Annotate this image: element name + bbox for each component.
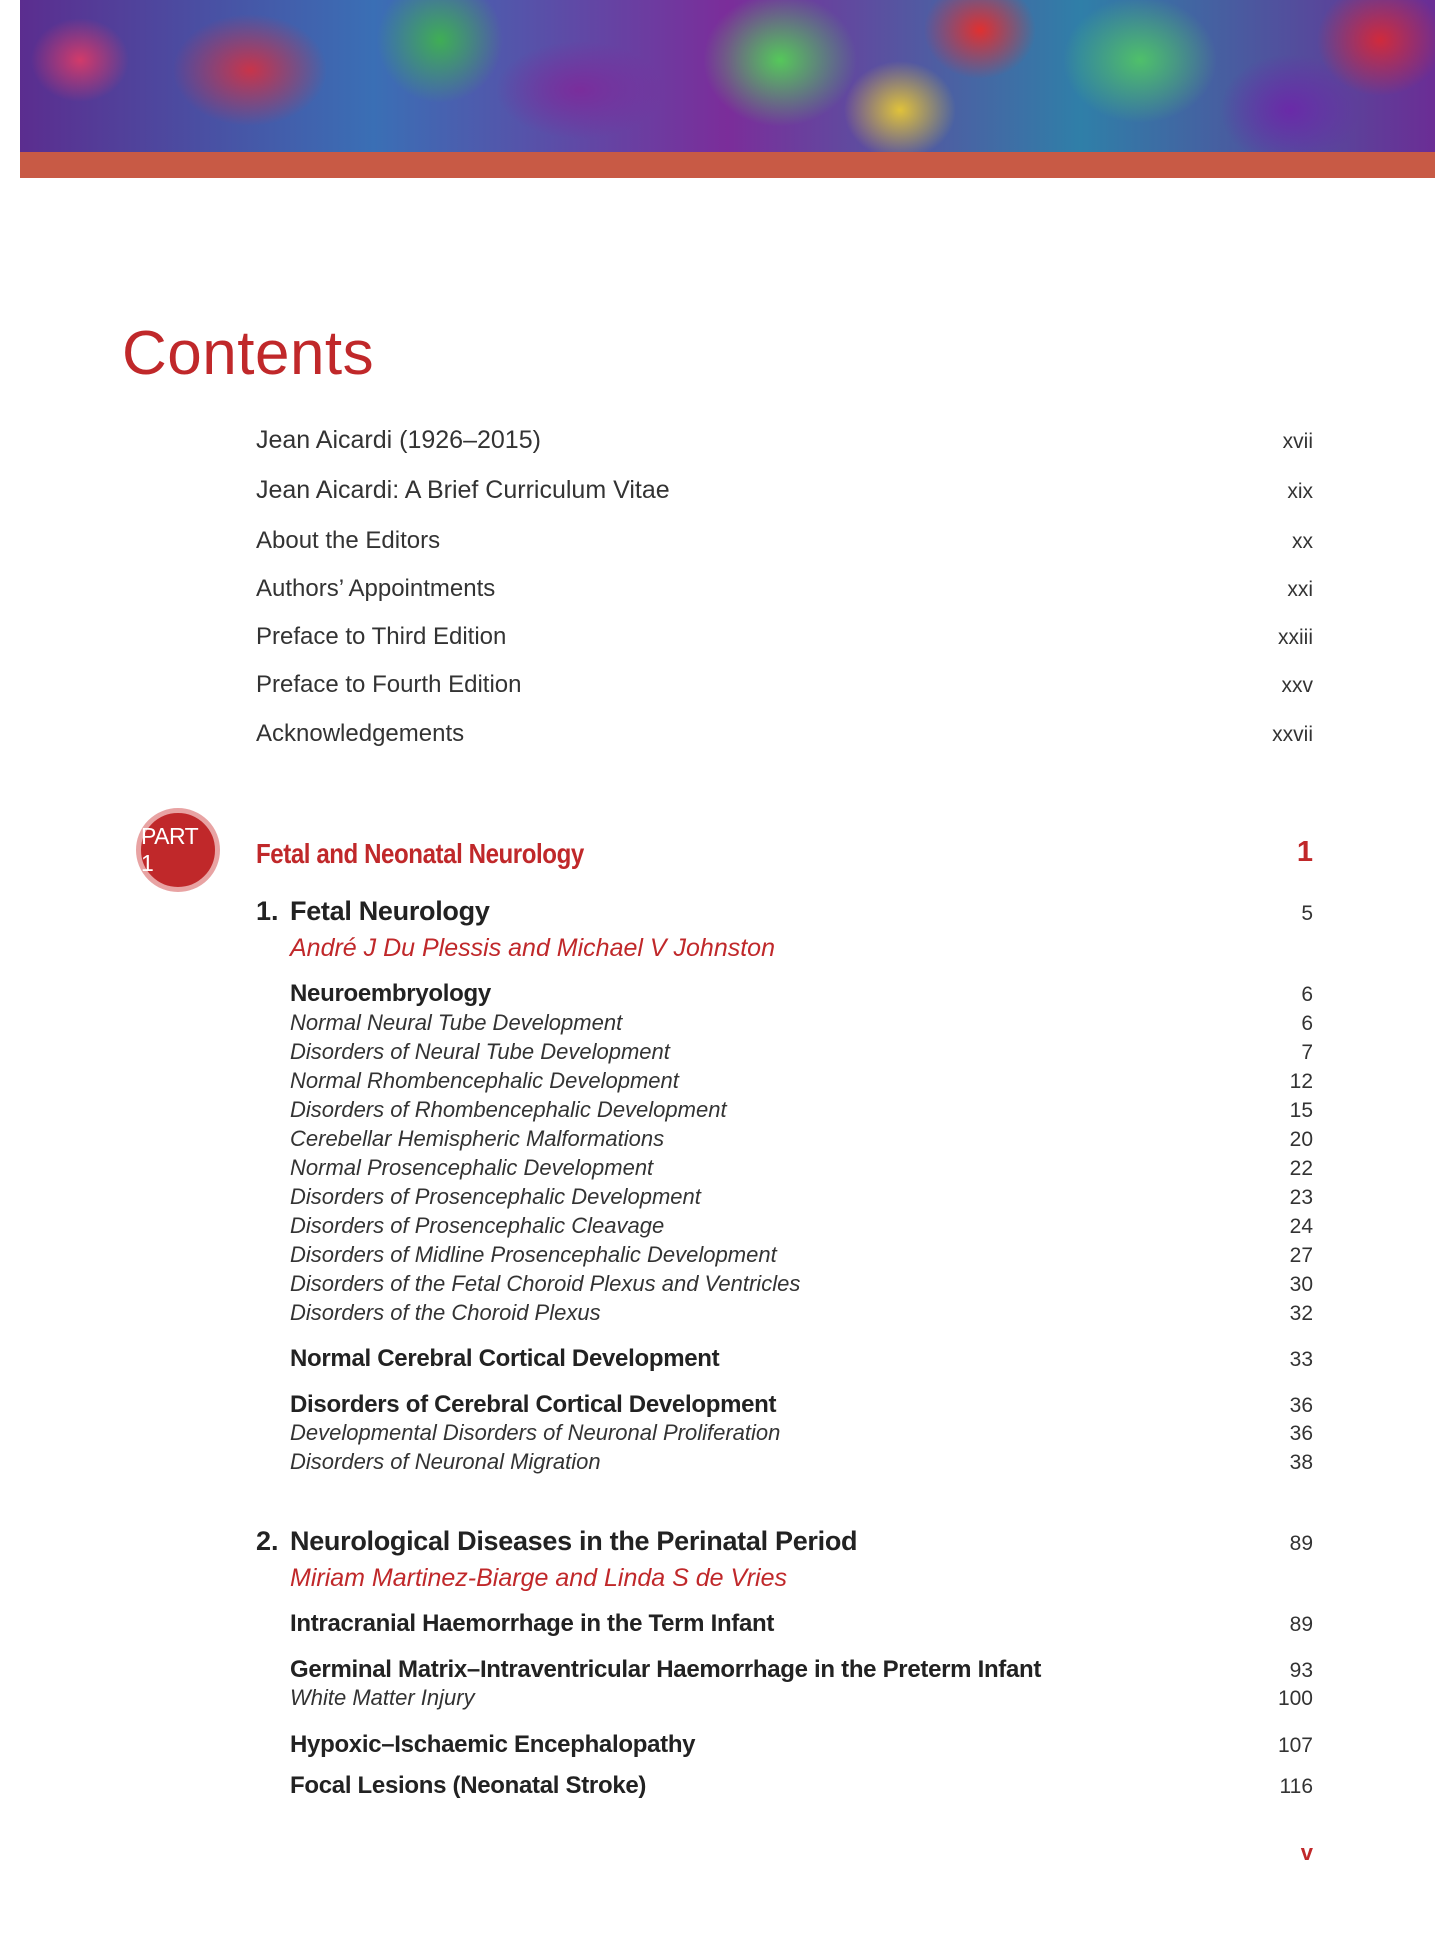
front-matter-item[interactable] [256,476,1313,506]
toc-subsection-title: Disorders of Neuronal Migration [290,1449,601,1474]
toc-page: 89 [1289,1613,1313,1636]
toc-page: 36 [1289,1394,1313,1417]
toc-subsection-title: Normal Rhombencephalic Development [290,1068,679,1093]
toc-section[interactable] [290,1772,1313,1800]
front-matter-page: xxvii [1272,723,1313,746]
toc-section[interactable] [290,980,1313,1008]
toc-subsection-title: Developmental Disorders of Neuronal Proliferation [290,1420,781,1445]
toc-section[interactable] [290,1656,1313,1684]
chapter-title[interactable]: Fetal Neurology [290,896,490,926]
toc-page: 15 [1289,1099,1313,1122]
toc-section[interactable] [290,1731,1313,1759]
front-matter-item[interactable] [256,527,1313,557]
toc-section[interactable] [290,1610,1313,1638]
toc-subsection[interactable] [290,1300,1313,1326]
chapter-number: 2. [256,1526,279,1556]
toc-subsection-title: Disorders of Rhombencephalic Development [290,1097,727,1122]
toc-page: 93 [1289,1659,1313,1682]
chapter-number: 1. [256,896,279,926]
toc-subsection[interactable] [290,1685,1313,1711]
header-banner-image [20,0,1435,152]
toc-section[interactable] [290,1345,1313,1373]
front-matter-page: xx [1292,530,1313,553]
part-badge [136,808,220,892]
toc-subsection[interactable] [290,1184,1313,1210]
toc-section-title: Normal Cerebral Cortical Development [290,1345,720,1372]
toc-subsection-title: White Matter Injury [290,1685,475,1710]
front-matter-item[interactable] [256,623,1313,653]
part-page: 1 [1296,836,1313,868]
toc-section-title: Focal Lesions (Neonatal Stroke) [290,1772,647,1799]
chapter-page: 89 [1289,1532,1313,1555]
toc-section-title: Hypoxic–Ischaemic Encephalopathy [290,1731,696,1758]
toc-section-title: Intracranial Haemorrhage in the Term Infant [290,1610,775,1637]
toc-subsection[interactable] [290,1271,1313,1297]
chapter-authors: André J Du Plessis and Michael V Johnston [290,934,775,962]
front-matter-title: Acknowledgements [256,720,465,747]
page-title: Contents [122,319,375,388]
toc-subsection-title: Disorders of Neural Tube Development [290,1039,670,1064]
toc-subsection-title: Disorders of Prosencephalic Cleavage [290,1213,665,1238]
front-matter-item[interactable] [256,575,1313,605]
front-matter-item[interactable] [256,426,1313,456]
front-matter-page: xvii [1282,430,1313,453]
toc-subsection[interactable] [290,1097,1313,1123]
toc-subsection-title: Disorders of Midline Prosencephalic Development [290,1242,777,1267]
toc-subsection[interactable] [290,1213,1313,1239]
part-label: PART 1 [141,823,198,876]
toc-page: 12 [1289,1070,1313,1093]
front-matter-title: About the Editors [256,527,441,554]
header-accent-bar [20,152,1435,178]
toc-subsection-title: Disorders of the Choroid Plexus [290,1300,601,1325]
front-matter-title: Preface to Third Edition [256,623,507,650]
toc-subsection[interactable] [290,1449,1313,1475]
toc-page: 24 [1289,1215,1313,1238]
chapter-title[interactable]: Neurological Diseases in the Perinatal Period [290,1526,858,1556]
toc-subsection[interactable] [290,1155,1313,1181]
toc-subsection[interactable] [290,1010,1313,1036]
toc-page: 6 [1301,983,1313,1006]
toc-subsection-title: Cerebellar Hemispheric Malformations [290,1126,665,1151]
toc-page: 107 [1277,1734,1313,1757]
toc-subsection[interactable] [290,1420,1313,1446]
front-matter-title: Authors’ Appointments [256,575,496,602]
toc-subsection-title: Normal Prosencephalic Development [290,1155,654,1180]
toc-page: 38 [1289,1451,1313,1474]
front-matter-page: xxi [1287,578,1313,601]
toc-subsection-title: Normal Neural Tube Development [290,1010,623,1035]
front-matter-item[interactable] [256,720,1313,750]
front-matter-item[interactable] [256,671,1313,701]
toc-subsection[interactable] [290,1242,1313,1268]
chapter-authors: Miriam Martinez-Biarge and Linda S de Vries [290,1564,787,1592]
toc-page: 6 [1301,1012,1313,1035]
toc-section-title: Neuroembryology [290,980,491,1007]
toc-subsection-title: Disorders of Prosencephalic Development [290,1184,701,1209]
toc-page: 100 [1277,1687,1313,1710]
toc-page: 30 [1289,1273,1313,1296]
toc-subsection-title: Disorders of the Fetal Choroid Plexus and Ventricles [290,1271,801,1296]
toc-page: 22 [1289,1157,1313,1180]
front-matter-title: Preface to Fourth Edition [256,671,522,698]
toc-page: 20 [1289,1128,1313,1151]
toc-page: 32 [1289,1302,1313,1325]
toc-page: 36 [1289,1422,1313,1445]
front-matter-page: xxv [1281,674,1313,697]
toc-subsection[interactable] [290,1039,1313,1065]
toc-page: 33 [1289,1348,1313,1371]
part-title[interactable]: Fetal and Neonatal Neurology [256,838,584,869]
front-matter-title: Jean Aicardi (1926–2015) [256,426,541,454]
toc-section[interactable] [290,1391,1313,1419]
toc-page: 27 [1289,1244,1313,1267]
front-matter-title: Jean Aicardi: A Brief Curriculum Vitae [256,476,670,504]
toc-subsection[interactable] [290,1068,1313,1094]
front-matter-page: xxiii [1278,626,1313,649]
toc-page: 7 [1301,1041,1313,1064]
toc-page: 23 [1289,1186,1313,1209]
toc-section-title: Germinal Matrix–Intraventricular Haemorrhage in the Preterm Infant [290,1656,1042,1683]
toc-page: 116 [1279,1775,1313,1798]
chapter-page: 5 [1301,902,1313,925]
toc-subsection[interactable] [290,1126,1313,1152]
toc-section-title: Disorders of Cerebral Cortical Development [290,1391,777,1418]
front-matter-page: xix [1287,480,1313,503]
page-folio: v [1300,1840,1313,1865]
